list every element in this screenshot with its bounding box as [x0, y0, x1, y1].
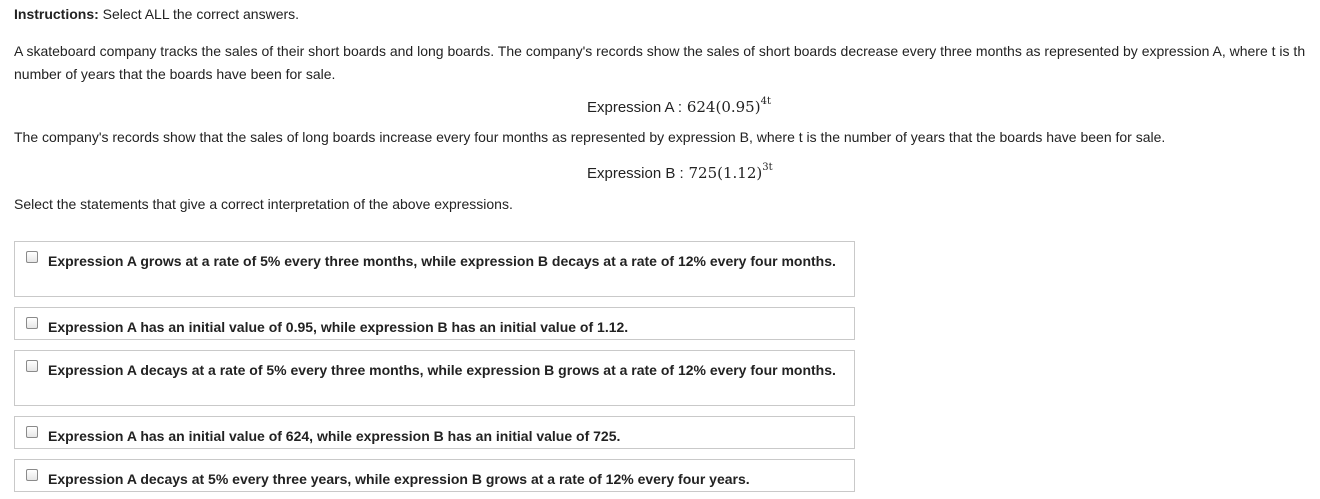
expression-b	[587, 160, 773, 184]
expression-a-name: Expression A :	[587, 99, 683, 116]
expression-b-name: Expression B :	[587, 165, 684, 182]
answer-option-2-checkbox[interactable]	[26, 317, 38, 329]
expression-b-base: 725(1.12)	[688, 164, 763, 182]
answer-option-3[interactable]	[14, 350, 855, 406]
answer-option-3-label: Expression A decays at a rate of 5% every three months, while expression B grows at a rate of 12% every four months.	[48, 362, 836, 378]
expression-b-exponent: 3t	[762, 162, 773, 173]
answer-option-1-label: Expression A grows at a rate of 5% every three months, while expression B decays at a rate of 12% every four months.	[48, 253, 836, 269]
answer-option-4-checkbox[interactable]	[26, 426, 38, 438]
question-prompt: Select the statements that give a correct interpretation of the above expressions.	[14, 196, 513, 212]
expression-a	[587, 94, 771, 118]
instructions-label: Instructions:	[14, 6, 99, 22]
problem-paragraph-2: The company's records show that the sales of long boards increase every four months as represented by expression B, where t is the number of years that the boards have been for sale.	[14, 129, 1166, 145]
problem-paragraph-1-line-1: A skateboard company tracks the sales of their short boards and long boards. The company's records show the sales of short boards decrease every three months as represented by expression A, where t is th	[14, 43, 1306, 59]
answer-option-3-checkbox[interactable]	[26, 360, 38, 372]
instructions-text: Select ALL the correct answers.	[102, 6, 300, 22]
expression-a-base: 624(0.95)	[686, 98, 761, 116]
problem-paragraph-1-line-2: number of years that the boards have been for sale.	[14, 66, 336, 82]
answer-option-5-label: Expression A decays at 5% every three years, while expression B grows at a rate of 12% every four years.	[48, 471, 750, 487]
answer-option-5[interactable]	[14, 459, 855, 492]
answer-option-4-label: Expression A has an initial value of 624, while expression B has an initial value of 725.	[48, 428, 621, 444]
expression-a-exponent: 4t	[760, 96, 771, 107]
answer-option-2[interactable]	[14, 307, 855, 340]
instructions	[14, 5, 299, 23]
answer-option-4[interactable]	[14, 416, 855, 449]
problem-paragraph-1	[14, 40, 1320, 86]
answer-option-1[interactable]	[14, 241, 855, 297]
answer-option-1-checkbox[interactable]	[26, 251, 38, 263]
answer-option-2-label: Expression A has an initial value of 0.95, while expression B has an initial value of 1.12.	[48, 319, 629, 335]
answer-option-5-checkbox[interactable]	[26, 469, 38, 481]
